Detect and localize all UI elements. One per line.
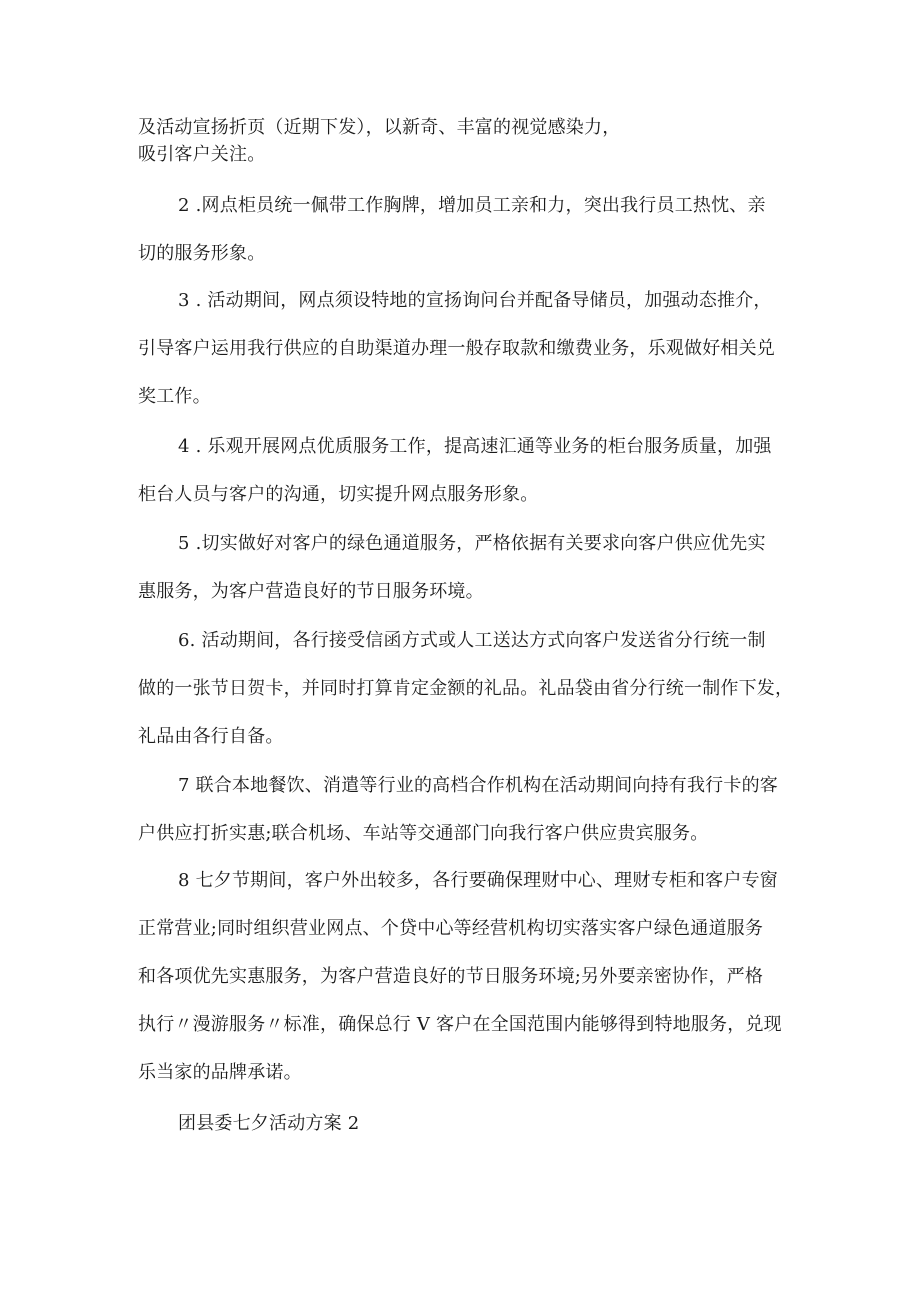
item-8-paragraph (138, 857, 788, 1097)
paragraph-line: 引导客户运用我行供应的自助渠道办理一般存取款和缴费业务，乐观做好相关兑 (138, 338, 775, 359)
paragraph-line: 及活动宣扬折页（近期下发），以新奇、丰富的视觉感染力， (138, 117, 621, 138)
paragraph-line: 7 联合本地餐饮、消遣等行业的高档合作机构在活动期间向持有我行卡的客 (178, 775, 778, 796)
item-3-paragraph (138, 277, 788, 421)
paragraph-line: 吸引客户关注。 (138, 144, 266, 165)
item-6-paragraph (138, 617, 794, 761)
item-2-paragraph (138, 182, 788, 278)
paragraph-line: 切的服务形象。 (138, 243, 266, 264)
section-heading-text: 团县委七夕活动方案 2 (178, 1113, 360, 1134)
paragraph-line: 礼品由各行自备。 (138, 726, 284, 747)
paragraph-line: 柜台人员与客户的沟通，切实提升网点服务形象。 (138, 484, 539, 505)
item-7-paragraph (138, 762, 788, 858)
paragraph-line: 2 .网点柜员统一佩带工作胸牌，增加员工亲和力，突出我行员工热忱、亲 (178, 195, 766, 216)
paragraph-line: 奖工作。 (138, 386, 211, 407)
paragraph-line: 8 七夕节期间，客户外出较多，各行要确保理财中心、理财专柜和客户专窗 (178, 870, 778, 891)
paragraph-line: 惠服务，为客户营造良好的节日服务环境。 (138, 581, 484, 602)
paragraph-line: 执行〃漫游服务〃标准，确保总行 V 客户在全国范围内能够得到特地服务，兑现 (138, 1014, 782, 1035)
item-5-paragraph (138, 520, 788, 616)
intro-paragraph (138, 114, 788, 168)
paragraph-line: 正常营业;同时组织营业网点、个贷中心等经营机构切实落实客户绿色通道服务 (138, 918, 764, 939)
paragraph-line: 户供应打折实惠;联合机场、车站等交通部门向我行客户供应贵宾服务。 (138, 823, 709, 844)
paragraph-line: 做的一张节日贺卡，并同时打算肯定金额的礼品。礼品袋由省分行统一制作下发， (138, 678, 794, 699)
paragraph-line: 6. 活动期间，各行接受信函方式或人工送达方式向客户发送省分行统一制 (178, 630, 766, 651)
item-4-paragraph (138, 423, 788, 519)
paragraph-line: 和各项优先实惠服务，为客户营造良好的节日服务环境;另外要亲密协作，严格 (138, 966, 764, 987)
paragraph-line: 乐当家的品牌承诺。 (138, 1062, 302, 1083)
paragraph-line: 3 . 活动期间，网点须设特地的宣扬询问台并配备导储员，加强动态推介， (178, 290, 772, 311)
section-heading (138, 1100, 788, 1148)
paragraph-line: 5 .切实做好对客户的绿色通道服务，严格依据有关要求向客户供应优先实 (178, 533, 766, 554)
paragraph-line: 4 . 乐观开展网点优质服务工作，提高速汇通等业务的柜台服务质量，加强 (178, 436, 772, 457)
